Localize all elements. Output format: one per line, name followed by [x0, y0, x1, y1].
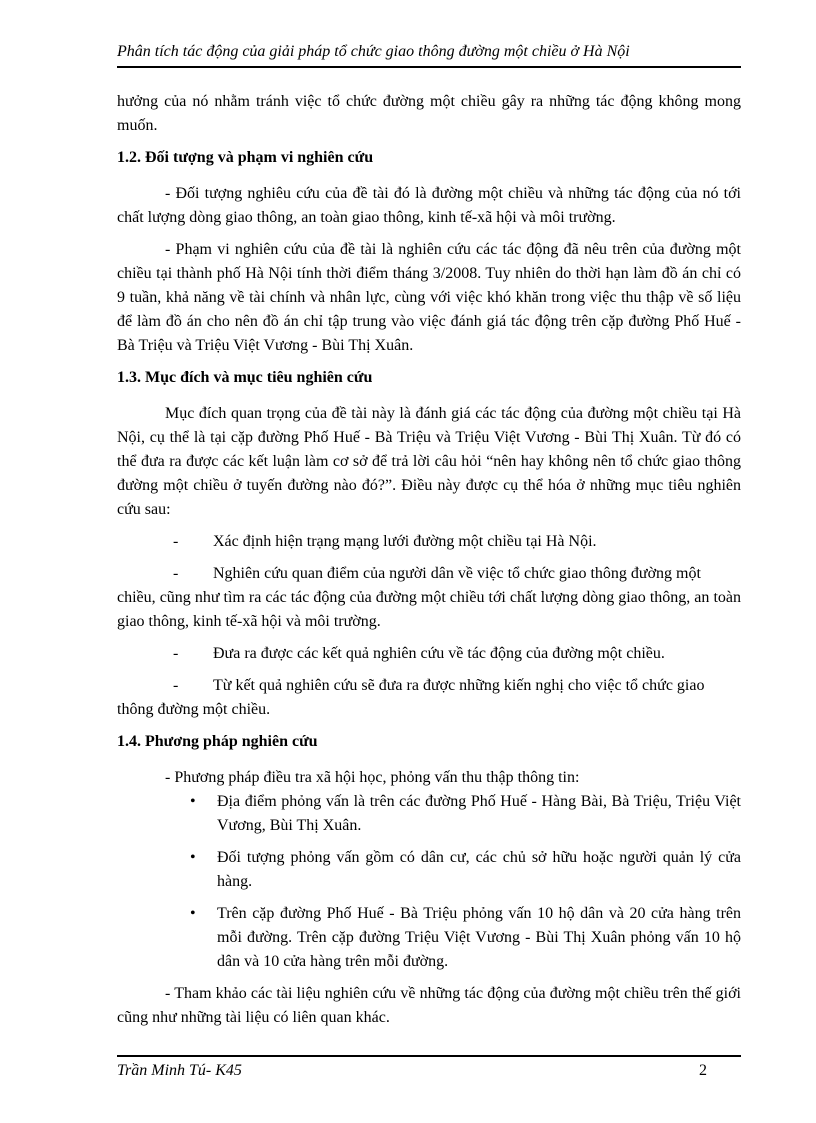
dash-marker: -	[173, 565, 179, 582]
dash-marker: -	[173, 677, 179, 694]
objective-text: Nghiên cứu quan điểm của người dân về việc tổ chức giao thông đường một	[213, 565, 701, 582]
section-1-3-heading: 1.3. Mục đích và mục tiêu nghiên cứu	[117, 369, 373, 386]
dash-marker: -	[173, 645, 179, 662]
objective-text: Từ kết quả nghiên cứu sẽ đưa ra được những kiến nghị cho việc tổ chức giao	[213, 677, 705, 694]
list-item	[117, 790, 741, 838]
objective-text: Xác định hiện trạng mạng lưới đường một chiều tại Hà Nội.	[213, 533, 597, 550]
header-title: Phân tích tác động của giải pháp tổ chức giao thông đường một chiều ở Hà Nội	[117, 43, 630, 60]
section-1-2-heading: 1.2. Đối tượng và phạm vi nghiên cứu	[117, 149, 374, 166]
list-item	[117, 846, 741, 894]
section-1-4-paragraph-2: - Tham khảo các tài liệu nghiên cứu về những tác động của đường một chiều trên thế giới cũng như những tài liệu có liên quan khác.	[117, 985, 741, 1026]
list-item	[117, 902, 741, 974]
objective-item	[117, 674, 741, 722]
list-item-text: Trên cặp đường Phố Huế - Bà Triệu phỏng vấn 10 hộ dân và 20 cửa hàng trên mỗi đường. Trên cặp đường Triệu Việt Vương - Bùi Thị Xuân phỏng vấn 10 hộ dân và 10 cửa hàng trên mỗi đường.	[217, 905, 741, 970]
section-1-2-paragraph-1: - Đối tượng nghiêu cứu của đề tài đó là đường một chiều và những tác động của nó tới chất lượng dòng giao thông, an toàn giao thông, kinh tế-xã hội và môi trường.	[117, 185, 741, 226]
list-item-text: Địa điểm phỏng vấn là trên các đường Phố Huế - Hàng Bài, Bà Triệu, Triệu Việt Vương, Bùi Thị Xuân.	[217, 793, 741, 834]
section-1-4-paragraph-1: - Phương pháp điều tra xã hội học, phỏng vấn thu thập thông tin:	[165, 769, 580, 786]
objective-text: Đưa ra được các kết quả nghiên cứu về tác động của đường một chiều.	[213, 645, 665, 662]
section-1-3-paragraph-1: Mục đích quan trọng của đề tài này là đánh giá các tác động của đường một chiều tại Hà Nội, cụ thể là tại cặp đường Phố Huế - Bà Triệu và Triệu Việt Vương - Bùi Thị Xuân. Từ đó có thể đưa ra được các kết luận làm cơ sở để trả lời câu hỏi “nên hay không nên tổ chức giao thông đường một chiều ở tuyến đường nào đó?”. Điều này được cụ thể hóa ở những mục tiêu nghiên cứu sau:	[117, 405, 741, 518]
objective-item	[117, 562, 741, 634]
page-content	[117, 90, 741, 1030]
intro-paragraph: hưởng của nó nhằm tránh việc tổ chức đường một chiều gây ra những tác động không mong muốn.	[117, 93, 741, 134]
footer-author: Trần Minh Tú- K45	[117, 1062, 242, 1079]
objective-text-continued: chiều, cũng như tìm ra các tác động của đường một chiều tới chất lượng dòng giao thông, an toàn giao thông, kinh tế-xã hội và môi trường.	[117, 589, 741, 630]
list-item-text: Đối tượng phỏng vấn gồm có dân cư, các chủ sở hữu hoặc người quản lý cửa hàng.	[217, 849, 741, 890]
section-1-2-paragraph-2: - Phạm vi nghiên cứu của đề tài là nghiên cứu các tác động đã nêu trên của đường một chiều tại thành phố Hà Nội tính thời điểm tháng 3/2008. Tuy nhiên do thời hạn làm đồ án chỉ có 9 tuần, khả năng về tài chính và nhân lực, cùng với việc khó khăn trong việc thu thập về số liệu để làm đồ án cho nên đồ án chỉ tập trung vào việc đánh giá tác động trên cặp đường Phố Huế - Bà Triệu và Triệu Việt Vương - Bùi Thị Xuân.	[117, 241, 741, 354]
bullet-icon: •	[190, 793, 196, 810]
page-header	[117, 42, 741, 68]
section-1-4-heading: 1.4. Phương pháp nghiên cứu	[117, 733, 318, 750]
page-number: 2	[699, 1062, 707, 1079]
objective-item	[117, 642, 741, 666]
dash-marker: -	[173, 533, 179, 550]
objective-item	[117, 530, 741, 554]
bullet-icon: •	[190, 905, 196, 922]
method-bullet-list	[117, 790, 741, 974]
bullet-icon: •	[190, 849, 196, 866]
objective-text-continued: thông đường một chiều.	[117, 701, 271, 718]
page-footer	[117, 1055, 741, 1081]
